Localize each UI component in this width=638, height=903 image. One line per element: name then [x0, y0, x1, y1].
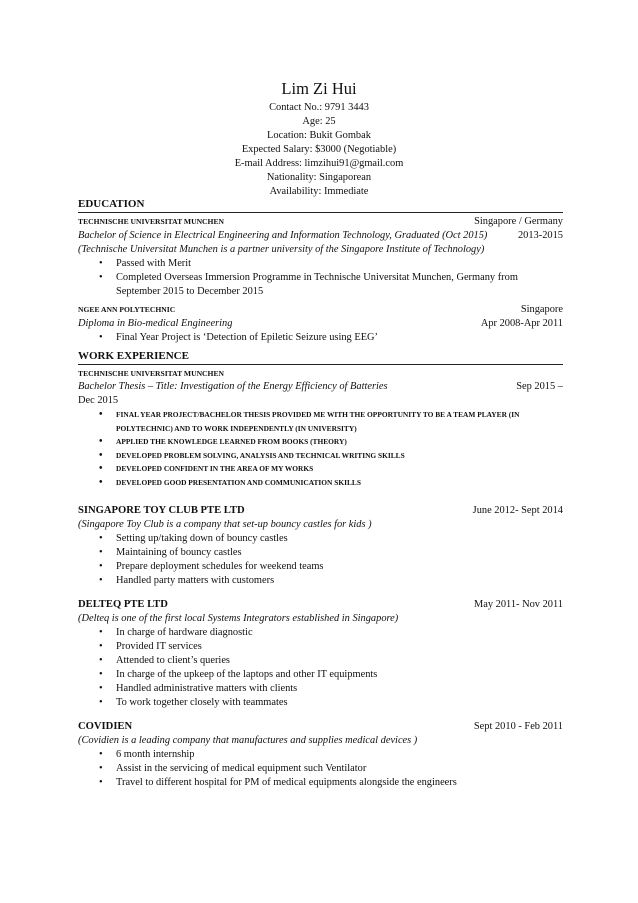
list-item: • Prepare deployment schedules for weekend teams	[78, 560, 563, 574]
institution-name: NGEE ANN POLYTECHNIC	[78, 305, 176, 314]
expected-salary: Expected Salary: $3000 (Negotiable)	[241, 144, 397, 155]
list-item: • 6 month internship	[78, 748, 563, 762]
thesis-dates-end: Dec 2015	[78, 395, 119, 406]
employment-dates: May 2011- Nov 2011	[474, 599, 563, 610]
company-description: (Delteq is one of the first local Systems Integrators established in Singapore)	[78, 613, 399, 624]
email-address: E-mail Address: limzihui91@gmail.com	[234, 158, 404, 169]
course-name: Diploma in Bio-medical Engineering	[78, 318, 233, 329]
institution-location: Singapore / Germany	[474, 216, 563, 227]
list-item: • Setting up/taking down of bouncy castles	[78, 532, 563, 546]
list-item: • DEVELOPED CONFIDENT IN THE AREA OF MY WORKS	[78, 462, 563, 476]
list-item: • DEVELOPED GOOD PRESENTATION AND COMMUNICATION SKILLS	[78, 476, 563, 490]
list-item: • Handled party matters with customers	[78, 574, 563, 588]
thesis-dates-start: Sep 2015 –	[516, 381, 563, 392]
education-heading: EDUCATION	[78, 198, 145, 210]
list-item: • Attended to client’s queries	[78, 654, 563, 668]
section-divider	[78, 212, 563, 213]
work-entry-thesis	[78, 367, 563, 489]
list-item: • In charge of hardware diagnostic	[78, 626, 563, 640]
education-bullets	[78, 331, 563, 345]
availability: Availability: Immediate	[269, 186, 369, 197]
list-item: • Completed Overseas Immersion Programme in Technische Universitat Munchen, Germany from September 2015 to December 2015	[78, 271, 563, 299]
course-name: Bachelor of Science in Electrical Engineering and Information Technology, Graduated (Oct 2015)	[78, 230, 488, 241]
resume-body	[78, 197, 563, 790]
work-experience-heading: WORK EXPERIENCE	[78, 350, 189, 362]
education-entry-tum	[78, 215, 563, 299]
list-item: • DEVELOPED PROBLEM SOLVING, ANALYSIS AND TECHNICAL WRITING SKILLS	[78, 449, 563, 463]
education-bullets	[78, 257, 563, 299]
job-bullets	[78, 626, 563, 710]
contact-number: Contact No.: 9791 3443	[269, 102, 369, 113]
list-item: • Passed with Merit	[78, 257, 563, 271]
list-item: • APPLIED THE KNOWLEDGE LEARNED FROM BOOKS (THEORY)	[78, 435, 563, 449]
company-description: (Singapore Toy Club is a company that set-up bouncy castles for kids )	[78, 519, 372, 530]
study-dates: 2013-2015	[517, 230, 563, 241]
location: Location: Bukit Gombak	[267, 130, 371, 141]
work-entry-toy-club	[78, 503, 563, 588]
list-item: • Travel to different hospital for PM of medical equipments alongside the engineers	[78, 776, 563, 790]
education-entry-np	[78, 303, 563, 345]
company-description: (Covidien is a leading company that manufactures and supplies medical devices )	[78, 735, 418, 746]
job-bullets	[78, 748, 563, 790]
age: Age: 25	[302, 116, 336, 127]
list-item: • To work together closely with teammates	[78, 696, 563, 710]
work-entry-covidien	[78, 719, 563, 790]
list-item: • FINAL YEAR PROJECT/BACHELOR THESIS PROVIDED ME WITH THE OPPORTUNITY TO BE A TEAM PLAYER (IN POLYTECHNIC) AND TO WORK INDEPENDENTLY (IN UNIVERSITY)	[78, 408, 563, 435]
list-item: • Maintaining of bouncy castles	[78, 546, 563, 560]
institution-note: (Technische Universitat Munchen is a partner university of the Singapore Institute of Technology)	[78, 244, 485, 255]
list-item: • Provided IT services	[78, 640, 563, 654]
list-item: • Handled administrative matters with clients	[78, 682, 563, 696]
employment-dates: Sept 2010 - Feb 2011	[473, 721, 563, 732]
company-name: SINGAPORE TOY CLUB PTE LTD	[78, 505, 245, 516]
employment-dates: June 2012- Sept 2014	[472, 505, 563, 516]
institution-name: TECHNISCHE UNIVERSITAT MUNCHEN	[78, 217, 224, 226]
list-item: • Assist in the servicing of medical equipment such Ventilator	[78, 762, 563, 776]
company-name: COVIDIEN	[78, 721, 133, 732]
thesis-bullets	[78, 408, 563, 489]
section-divider	[78, 364, 563, 365]
list-item: • In charge of the upkeep of the laptops and other IT equipments	[78, 668, 563, 682]
nationality: Nationality: Singaporean	[266, 172, 372, 183]
institution-location: Singapore	[520, 304, 563, 315]
resume-header	[0, 79, 638, 199]
work-entry-delteq	[78, 597, 563, 710]
thesis-title: Bachelor Thesis – Title: Investigation of the Energy Efficiency of Batteries	[78, 381, 388, 392]
thesis-institution: TECHNISCHE UNIVERSITAT MUNCHEN	[78, 369, 224, 378]
list-item: • Final Year Project is ‘Detection of Epiletic Seizure using EEG’	[78, 331, 563, 345]
job-bullets	[78, 532, 563, 588]
study-dates: Apr 2008-Apr 2011	[480, 318, 563, 329]
company-name: DELTEQ PTE LTD	[78, 599, 168, 610]
candidate-name: Lim Zi Hui	[281, 79, 357, 98]
